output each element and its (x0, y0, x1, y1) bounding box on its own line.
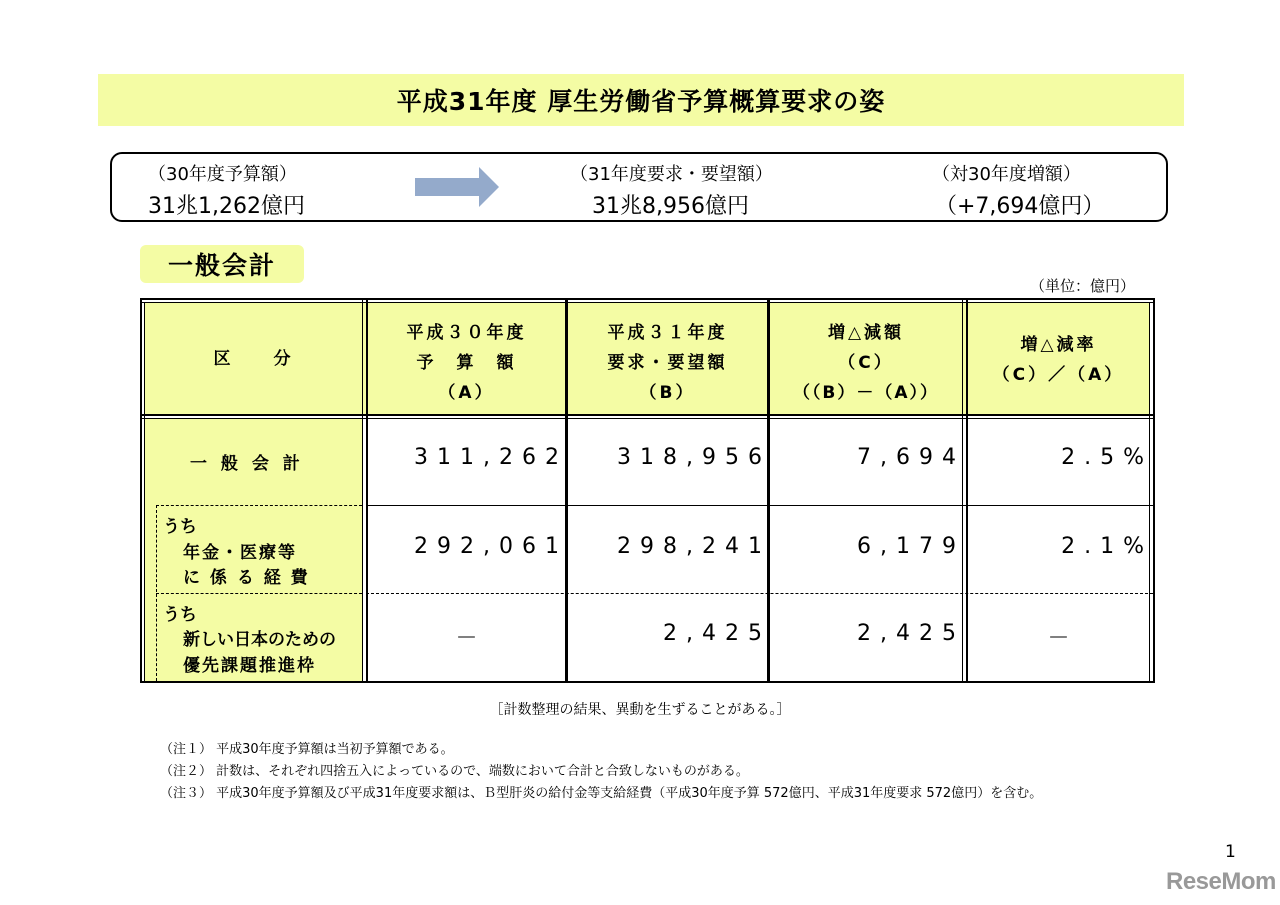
header-diff-line3: （（B）－（A）） (792, 383, 940, 403)
section-label: 一般会計 (140, 245, 304, 283)
row-pension-prefix: うち (163, 517, 197, 537)
note-2: （注２） 計数は、それぞれ四捨五入によっているので、端数において合計と合致しないものがある。 (160, 764, 749, 779)
table-cell: － (1047, 626, 1070, 651)
row-pension-label2: に 係 る 経 費 (183, 568, 310, 588)
header-diff-line2: （C） (838, 353, 894, 373)
table-cell: 292,061 (414, 534, 568, 559)
header-diff-line1: 増△減額 (827, 323, 905, 343)
row-general-account-label: 一 般 会 計 (190, 454, 304, 474)
header-fy30 (368, 318, 565, 408)
prev-budget-label: （30年度予算額） (148, 164, 297, 185)
resemom-logo: ReseMom (1166, 868, 1276, 895)
header-fy30-line2: 予 算 額 (416, 353, 517, 373)
prev-budget-value: 31兆1,262億円 (148, 194, 305, 219)
page-number: 1 (1225, 842, 1236, 862)
header-fy31-line1: 平成３１年度 (607, 323, 728, 343)
table-cell: 2,425 (663, 621, 771, 646)
request-label: （31年度要求・要望額） (570, 164, 773, 185)
page-title: 平成31年度 厚生労働省予算概算要求の姿 (98, 74, 1184, 126)
header-fy31-line3: （B） (639, 383, 696, 403)
table-cell: 2,425 (857, 621, 965, 646)
header-rate (968, 330, 1149, 390)
table-cell: 318,956 (617, 445, 771, 470)
row-priority-label: 新しい日本のための (183, 630, 336, 650)
table-cell: 7,694 (857, 445, 965, 470)
request-value: 31兆8,956億円 (592, 194, 749, 219)
header-fy31-line2: 要求・要望額 (607, 353, 728, 373)
row-priority-prefix: うち (163, 605, 197, 625)
table-cell: 298,241 (617, 534, 771, 559)
table-cell: 2.5% (1061, 445, 1153, 470)
row-pension-label: 年金・医療等 (183, 543, 297, 563)
header-fy30-line1: 平成３０年度 (406, 323, 527, 343)
header-diff (770, 318, 962, 408)
table-cell: 6,179 (857, 534, 965, 559)
header-category: 区 分 (213, 349, 294, 369)
header-fy30-line3: （A） (438, 383, 495, 403)
table-cell: 311,262 (414, 445, 568, 470)
note-3: （注３） 平成30年度予算額及び平成31年度要求額は、Ｂ型肝炎の給付金等支給経費（平成30年度予算 572億円、平成31年度要求 572億円）を含む。 (160, 786, 1043, 801)
rounding-note: ［計数整理の結果、異動を生ずることがある。］ (489, 702, 791, 718)
increase-value: （+7,694億円） (935, 194, 1105, 219)
increase-label: （対30年度増額） (932, 164, 1081, 185)
note-1: （注１） 平成30年度予算額は当初予算額である。 (160, 742, 454, 757)
table-cell: － (455, 626, 478, 651)
header-fy31 (568, 318, 767, 408)
header-rate-line1: 増△減率 (1020, 335, 1097, 355)
row-priority-label2: 優先課題推進枠 (183, 656, 316, 676)
table-cell: 2.1% (1061, 534, 1153, 559)
header-rate-line2: （C）／（A） (992, 365, 1125, 385)
unit-label: （単位：億円） (1030, 277, 1136, 295)
